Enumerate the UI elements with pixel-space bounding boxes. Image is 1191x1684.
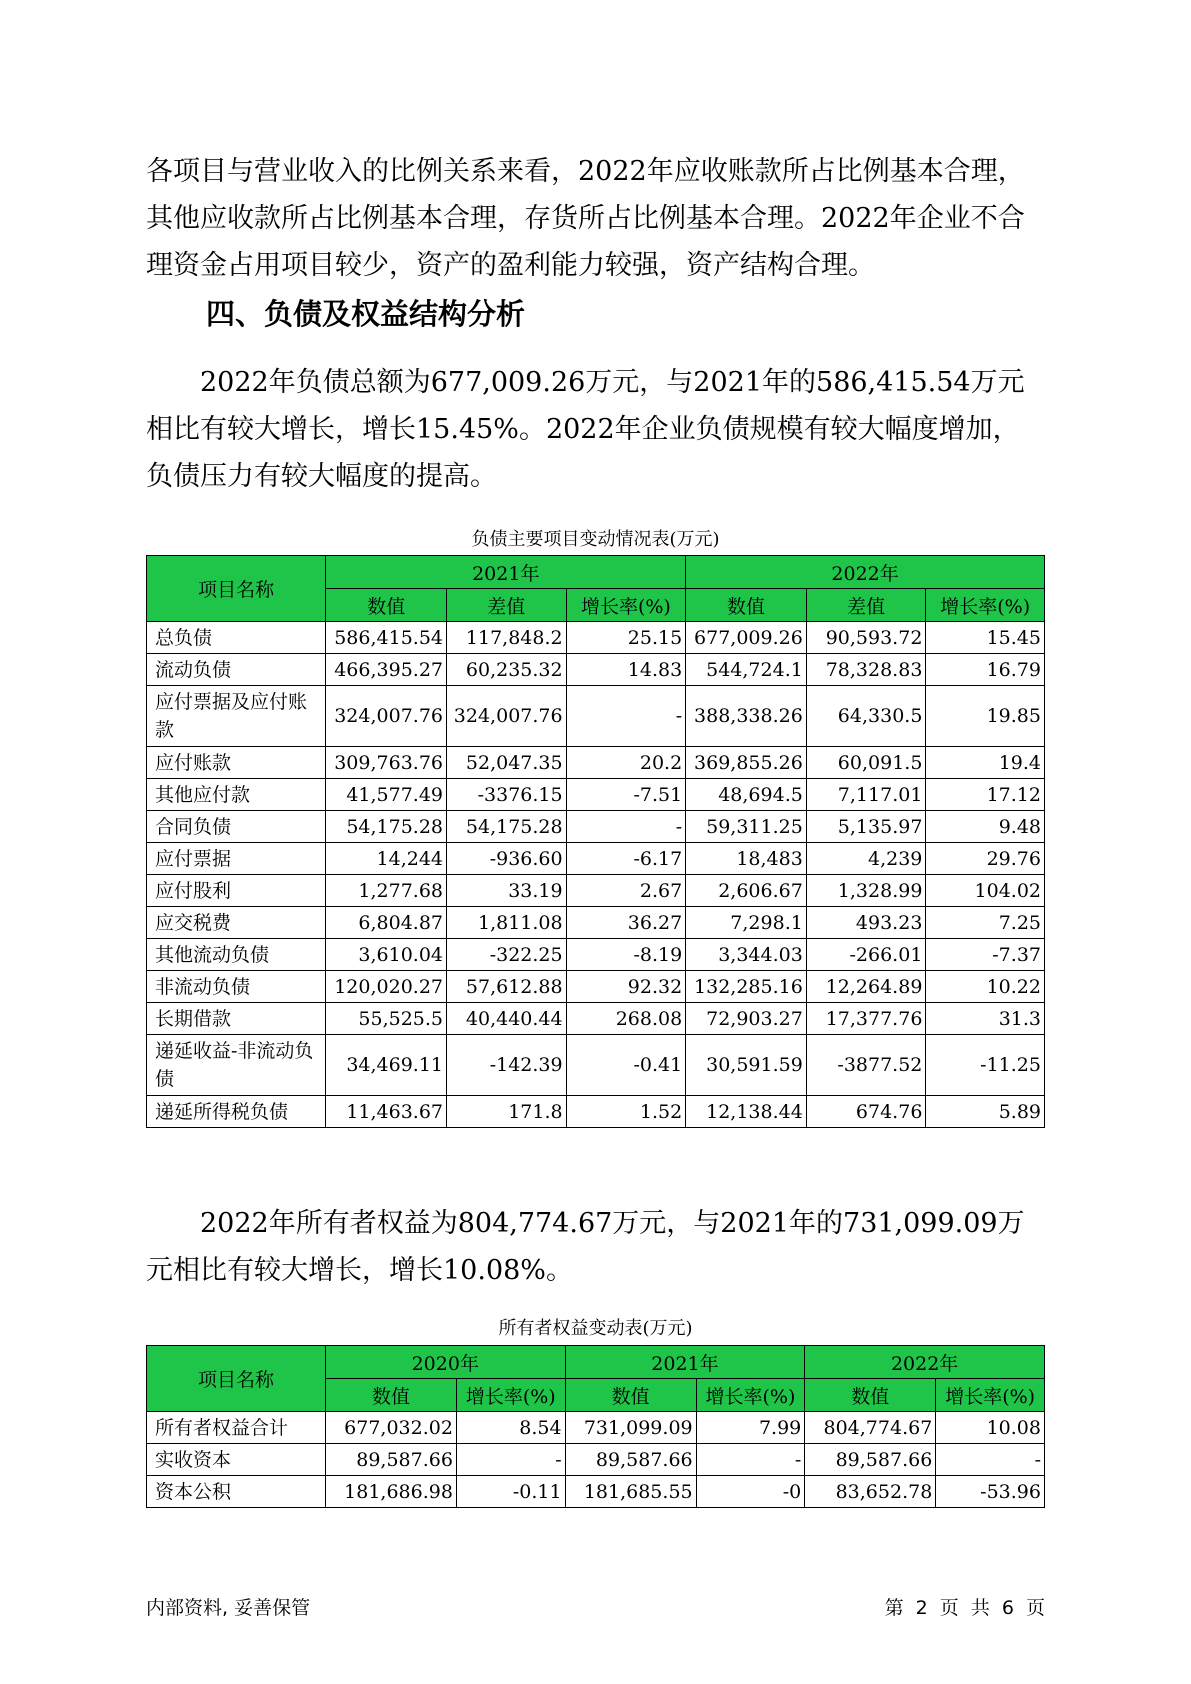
table-cell: -3376.15 (447, 779, 567, 811)
table-cell: 19.85 (926, 686, 1045, 747)
table-cell: 12,138.44 (686, 1096, 807, 1128)
table-cell: - (696, 1444, 805, 1476)
table-cell: -8.19 (566, 939, 686, 971)
table-row (147, 654, 1045, 686)
table-cell: 2,606.67 (686, 875, 807, 907)
section-heading: 四、负债及权益结构分析 (206, 297, 526, 331)
table1-caption: 负债主要项目变动情况表(万元) (471, 529, 720, 550)
table-cell: 7,117.01 (806, 779, 926, 811)
table-cell: -6.17 (566, 843, 686, 875)
table-cell: 7.25 (926, 907, 1045, 939)
table-cell: 90,593.72 (806, 622, 926, 654)
footer-page-number: 第 2 页 共 6 页 (884, 1597, 1045, 1619)
table-cell: 15.45 (926, 622, 1045, 654)
table-cell: 2.67 (566, 875, 686, 907)
table-cell: 14,244 (326, 843, 447, 875)
table2-sub-header: 增长率(%) (696, 1379, 805, 1412)
equity-table (146, 1345, 1045, 1508)
table1-sub-header: 数值 (686, 589, 807, 622)
row-label: 实收资本 (147, 1444, 326, 1476)
table-cell: 7,298.1 (686, 907, 807, 939)
table-cell: -3877.52 (806, 1035, 926, 1096)
table-cell: -0.11 (456, 1476, 565, 1508)
table-cell: 29.76 (926, 843, 1045, 875)
table-cell: 4,239 (806, 843, 926, 875)
table2-sub-header: 数值 (565, 1379, 696, 1412)
table2-year-header: 2020年 (325, 1346, 565, 1379)
table-cell: 1,328.99 (806, 875, 926, 907)
table-cell: 30,591.59 (686, 1035, 807, 1096)
table2-year-header: 2022年 (805, 1346, 1045, 1379)
table-cell: 40,440.44 (447, 1003, 567, 1035)
table-cell: 31.3 (926, 1003, 1045, 1035)
table-cell: 3,610.04 (326, 939, 447, 971)
table-cell: 12,264.89 (806, 971, 926, 1003)
table-cell: -0 (696, 1476, 805, 1508)
table-cell: 117,848.2 (447, 622, 567, 654)
table-cell: 60,235.32 (447, 654, 567, 686)
table2-name-header: 项目名称 (147, 1346, 326, 1412)
table-cell: 54,175.28 (326, 811, 447, 843)
table-cell: 59,311.25 (686, 811, 807, 843)
liability-paragraph: 2022年负债总额为677,009.26万元，与2021年的586,415.54万元相比有较大增长，增长15.45%。2022年企业负债规模有较大幅度增加，负债压力有较大幅度的提高。 (146, 367, 1025, 492)
row-label: 长期借款 (147, 1003, 326, 1035)
table-cell: 89,587.66 (565, 1444, 696, 1476)
table-cell: 92.32 (566, 971, 686, 1003)
table-cell: 20.2 (566, 747, 686, 779)
table-row (147, 843, 1045, 875)
table-cell: 89,587.66 (325, 1444, 456, 1476)
row-label: 应付票据及应付账款 (147, 686, 326, 747)
table-cell: 72,903.27 (686, 1003, 807, 1035)
table-cell: 10.08 (936, 1412, 1045, 1444)
table-row (147, 1412, 1045, 1444)
table-cell: - (566, 686, 686, 747)
table2-sub-header: 增长率(%) (936, 1379, 1045, 1412)
table-row (147, 1444, 1045, 1476)
table-cell: 324,007.76 (447, 686, 567, 747)
table-row (147, 939, 1045, 971)
table-cell: 5.89 (926, 1096, 1045, 1128)
table-row (147, 1003, 1045, 1035)
table-cell: -936.60 (447, 843, 567, 875)
table-cell: 78,328.83 (806, 654, 926, 686)
table-cell: 11,463.67 (326, 1096, 447, 1128)
table1-sub-header: 差值 (806, 589, 926, 622)
table-cell: 52,047.35 (447, 747, 567, 779)
table2-year-header: 2021年 (565, 1346, 805, 1379)
row-label: 应付票据 (147, 843, 326, 875)
table2-sub-header: 数值 (805, 1379, 936, 1412)
table-cell: 1,277.68 (326, 875, 447, 907)
table-cell: 388,338.26 (686, 686, 807, 747)
table-cell: 34,469.11 (326, 1035, 447, 1096)
row-label: 所有者权益合计 (147, 1412, 326, 1444)
table-row (147, 875, 1045, 907)
row-label: 流动负债 (147, 654, 326, 686)
table-cell: 181,686.98 (325, 1476, 456, 1508)
table-cell: 731,099.09 (565, 1412, 696, 1444)
table-cell: 181,685.55 (565, 1476, 696, 1508)
table-row (147, 1476, 1045, 1508)
table-cell: 10.22 (926, 971, 1045, 1003)
intro-paragraph: 各项目与营业收入的比例关系来看，2022年应收账款所占比例基本合理，其他应收款所占比例基本合理，存货所占比例基本合理。2022年企业不合理资金占用项目较少，资产的盈利能力较强，资产结构合理。 (146, 156, 1025, 281)
table-cell: 36.27 (566, 907, 686, 939)
table-cell: 171.8 (447, 1096, 567, 1128)
table-cell: 17.12 (926, 779, 1045, 811)
table1-name-header: 项目名称 (147, 556, 326, 622)
table-row (147, 1035, 1045, 1096)
table-cell: -266.01 (806, 939, 926, 971)
table-cell: 268.08 (566, 1003, 686, 1035)
table-cell: -53.96 (936, 1476, 1045, 1508)
table-cell: 19.4 (926, 747, 1045, 779)
row-label: 资本公积 (147, 1476, 326, 1508)
table1-sub-header: 数值 (326, 589, 447, 622)
table-cell: -11.25 (926, 1035, 1045, 1096)
table-cell: -0.41 (566, 1035, 686, 1096)
table-cell: 8.54 (456, 1412, 565, 1444)
table-cell: - (566, 811, 686, 843)
row-label: 其他流动负债 (147, 939, 326, 971)
table-cell: 120,020.27 (326, 971, 447, 1003)
row-label: 应付账款 (147, 747, 326, 779)
table1-sub-header: 差值 (447, 589, 567, 622)
table-cell: 5,135.97 (806, 811, 926, 843)
table-row (147, 907, 1045, 939)
table-cell: 677,009.26 (686, 622, 807, 654)
equity-paragraph: 2022年所有者权益为804,774.67万元，与2021年的731,099.09万元相比有较大增长，增长10.08%。 (146, 1208, 1025, 1286)
table-cell: 25.15 (566, 622, 686, 654)
table-cell: 48,694.5 (686, 779, 807, 811)
table-cell: -7.51 (566, 779, 686, 811)
table-cell: 55,525.5 (326, 1003, 447, 1035)
row-label: 合同负债 (147, 811, 326, 843)
table-cell: -322.25 (447, 939, 567, 971)
table-row (147, 622, 1045, 654)
table-cell: 14.83 (566, 654, 686, 686)
table-cell: 89,587.66 (805, 1444, 936, 1476)
table2-body (147, 1412, 1045, 1508)
table-row (147, 686, 1045, 747)
table-row (147, 1096, 1045, 1128)
table-cell: 57,612.88 (447, 971, 567, 1003)
table-cell: -7.37 (926, 939, 1045, 971)
table-cell: 369,855.26 (686, 747, 807, 779)
row-label: 递延收益-非流动负债 (147, 1035, 326, 1096)
table-cell: 3,344.03 (686, 939, 807, 971)
liability-table (146, 555, 1045, 1128)
table-cell: 7.99 (696, 1412, 805, 1444)
table-cell: -142.39 (447, 1035, 567, 1096)
table-cell: 544,724.1 (686, 654, 807, 686)
table-cell: 16.79 (926, 654, 1045, 686)
row-label: 非流动负债 (147, 971, 326, 1003)
table-cell: 104.02 (926, 875, 1045, 907)
table-row (147, 779, 1045, 811)
table1-sub-header: 增长率(%) (926, 589, 1045, 622)
table-cell: 493.23 (806, 907, 926, 939)
table-cell: 9.48 (926, 811, 1045, 843)
table-cell: 1,811.08 (447, 907, 567, 939)
table-cell: 324,007.76 (326, 686, 447, 747)
table-row (147, 747, 1045, 779)
row-label: 总负债 (147, 622, 326, 654)
table1-body (147, 622, 1045, 1128)
table-cell: 132,285.16 (686, 971, 807, 1003)
table-cell: 54,175.28 (447, 811, 567, 843)
table-row (147, 971, 1045, 1003)
table-cell: 1.52 (566, 1096, 686, 1128)
table-cell: 309,763.76 (326, 747, 447, 779)
table-cell: 41,577.49 (326, 779, 447, 811)
table-cell: 6,804.87 (326, 907, 447, 939)
table2-sub-header: 增长率(%) (456, 1379, 565, 1412)
row-label: 递延所得税负债 (147, 1096, 326, 1128)
table-cell: 586,415.54 (326, 622, 447, 654)
table-cell: 804,774.67 (805, 1412, 936, 1444)
table2-caption: 所有者权益变动表(万元) (498, 1318, 693, 1339)
table1-year-header: 2022年 (686, 556, 1045, 589)
row-label: 其他应付款 (147, 779, 326, 811)
table-cell: 60,091.5 (806, 747, 926, 779)
table1-year-header: 2021年 (326, 556, 686, 589)
table-cell: 33.19 (447, 875, 567, 907)
table-cell: 18,483 (686, 843, 807, 875)
row-label: 应交税费 (147, 907, 326, 939)
table-cell: 17,377.76 (806, 1003, 926, 1035)
table-cell: - (456, 1444, 565, 1476)
table2-sub-header: 数值 (325, 1379, 456, 1412)
table-cell: 674.76 (806, 1096, 926, 1128)
table1-sub-header: 增长率(%) (566, 589, 686, 622)
row-label: 应付股利 (147, 875, 326, 907)
footer-confidential: 内部资料, 妥善保管 (146, 1597, 311, 1619)
table-cell: - (936, 1444, 1045, 1476)
table-cell: 466,395.27 (326, 654, 447, 686)
table-row (147, 811, 1045, 843)
table-cell: 677,032.02 (325, 1412, 456, 1444)
table-cell: 64,330.5 (806, 686, 926, 747)
table-cell: 83,652.78 (805, 1476, 936, 1508)
